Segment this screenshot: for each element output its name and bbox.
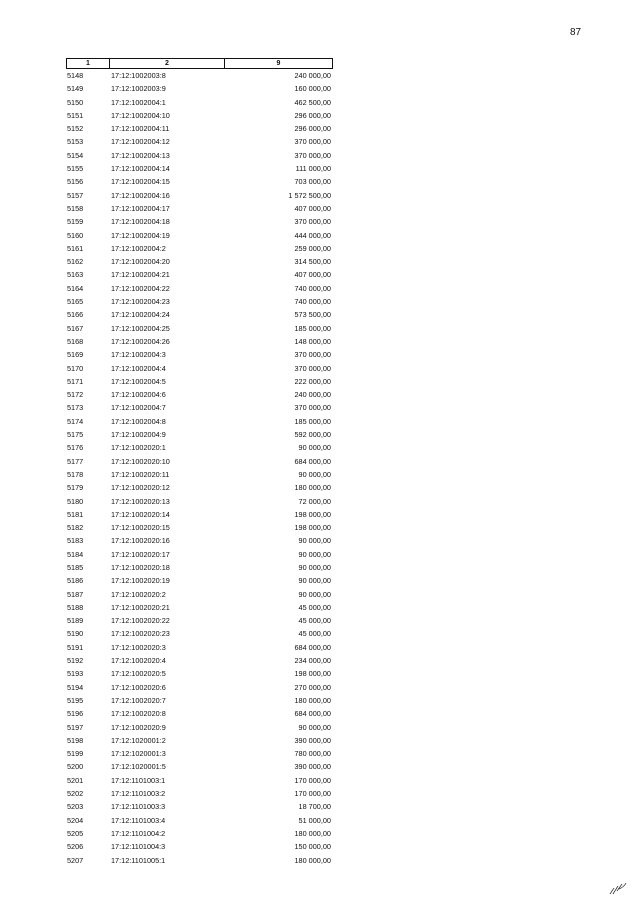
value-amount: 370 000,00 bbox=[294, 403, 331, 413]
cadastral-number: 17:12:1002004:15 bbox=[111, 177, 170, 187]
cadastral-number: 17:12:1002020:10 bbox=[111, 456, 170, 466]
table-row bbox=[66, 149, 333, 162]
table-row bbox=[66, 521, 333, 534]
table-row bbox=[66, 495, 333, 508]
row-number: 5174 bbox=[67, 416, 84, 426]
cadastral-number: 17:12:1002004:11 bbox=[111, 124, 170, 134]
row-number: 5166 bbox=[67, 310, 84, 320]
row-number: 5162 bbox=[67, 257, 84, 267]
value-amount: 160 000,00 bbox=[294, 84, 331, 94]
table-row bbox=[66, 401, 333, 414]
row-number: 5192 bbox=[67, 656, 84, 666]
row-number: 5206 bbox=[67, 842, 84, 852]
table-row bbox=[66, 667, 333, 680]
column-header-2: 2 bbox=[110, 59, 225, 68]
table-row bbox=[66, 588, 333, 601]
row-number: 5190 bbox=[67, 629, 84, 639]
row-number: 5191 bbox=[67, 642, 84, 652]
cadastral-number: 17:12:1002004:6 bbox=[111, 390, 166, 400]
table-row bbox=[66, 322, 333, 335]
cadastral-number: 17:12:1002020:21 bbox=[111, 602, 170, 612]
cadastral-number: 17:12:1002020:7 bbox=[111, 695, 166, 705]
cadastral-number: 17:12:1002004:5 bbox=[111, 376, 166, 386]
cadastral-number: 17:12:1002004:2 bbox=[111, 243, 166, 253]
value-amount: 111 000,00 bbox=[295, 164, 331, 174]
row-number: 5188 bbox=[67, 602, 84, 612]
row-number: 5186 bbox=[67, 576, 84, 586]
cadastral-number: 17:12:1002020:23 bbox=[111, 629, 170, 639]
row-number: 5198 bbox=[67, 735, 84, 745]
value-amount: 170 000,00 bbox=[294, 775, 331, 785]
table-row bbox=[66, 548, 333, 561]
value-amount: 180 000,00 bbox=[294, 695, 331, 705]
value-amount: 170 000,00 bbox=[294, 789, 331, 799]
row-number: 5176 bbox=[67, 443, 84, 453]
table-row bbox=[66, 760, 333, 773]
table-row bbox=[66, 242, 333, 255]
table-row bbox=[66, 202, 333, 215]
cadastral-number: 17:12:1002004:16 bbox=[111, 190, 170, 200]
table-row bbox=[66, 561, 333, 574]
value-amount: 703 000,00 bbox=[294, 177, 331, 187]
row-number: 5203 bbox=[67, 802, 84, 812]
cadastral-number: 17:12:1020001:5 bbox=[111, 762, 166, 772]
cadastral-number: 17:12:1002003:8 bbox=[111, 71, 166, 80]
row-number: 5156 bbox=[67, 177, 84, 187]
value-amount: 370 000,00 bbox=[294, 137, 331, 147]
table-row bbox=[66, 268, 333, 281]
cadastral-number: 17:12:1002004:26 bbox=[111, 336, 170, 346]
table-row bbox=[66, 215, 333, 228]
value-amount: 180 000,00 bbox=[294, 828, 331, 838]
value-amount: 90 000,00 bbox=[298, 536, 331, 546]
table-row bbox=[66, 335, 333, 348]
table-row bbox=[66, 175, 333, 188]
table-row bbox=[66, 854, 333, 867]
value-amount: 370 000,00 bbox=[294, 217, 331, 227]
row-number: 5202 bbox=[67, 789, 84, 799]
cadastral-number: 17:12:1002004:3 bbox=[111, 350, 166, 360]
cadastral-number: 17:12:1002004:24 bbox=[111, 310, 170, 320]
page-number: 87 bbox=[570, 27, 582, 38]
value-amount: 462 500,00 bbox=[294, 97, 331, 107]
row-number: 5170 bbox=[67, 363, 84, 373]
value-amount: 573 500,00 bbox=[294, 310, 331, 320]
table-row bbox=[66, 96, 333, 109]
table-header bbox=[66, 58, 333, 69]
row-number: 5160 bbox=[67, 230, 84, 240]
row-number: 5157 bbox=[67, 190, 84, 200]
row-number: 5204 bbox=[67, 815, 84, 825]
value-amount: 684 000,00 bbox=[294, 709, 331, 719]
row-number: 5169 bbox=[67, 350, 84, 360]
table-row bbox=[66, 415, 333, 428]
value-amount: 185 000,00 bbox=[294, 323, 331, 333]
cadastral-number: 17:12:1002020:19 bbox=[111, 576, 170, 586]
cadastral-number: 17:12:1002004:21 bbox=[111, 270, 170, 280]
value-amount: 198 000,00 bbox=[294, 509, 331, 519]
value-amount: 90 000,00 bbox=[298, 562, 331, 572]
row-number: 5175 bbox=[67, 430, 84, 440]
value-amount: 18 700,00 bbox=[298, 802, 331, 812]
value-amount: 407 000,00 bbox=[294, 203, 331, 213]
cadastral-number: 17:12:1002020:5 bbox=[111, 669, 166, 679]
value-amount: 90 000,00 bbox=[298, 589, 331, 599]
row-number: 5179 bbox=[67, 483, 84, 493]
row-number: 5167 bbox=[67, 323, 84, 333]
value-amount: 407 000,00 bbox=[294, 270, 331, 280]
table-row bbox=[66, 189, 333, 202]
value-amount: 370 000,00 bbox=[294, 363, 331, 373]
cadastral-number: 17:12:1002020:6 bbox=[111, 682, 166, 692]
row-number: 5173 bbox=[67, 403, 84, 413]
cadastral-number: 17:12:1002004:22 bbox=[111, 283, 170, 293]
value-amount: 72 000,00 bbox=[298, 496, 331, 506]
row-number: 5183 bbox=[67, 536, 84, 546]
row-number: 5197 bbox=[67, 722, 84, 732]
table-row bbox=[66, 627, 333, 640]
row-number: 5150 bbox=[67, 97, 84, 107]
row-number: 5153 bbox=[67, 137, 84, 147]
value-amount: 90 000,00 bbox=[298, 443, 331, 453]
cadastral-number: 17:12:1020001:3 bbox=[111, 749, 166, 759]
value-amount: 370 000,00 bbox=[294, 350, 331, 360]
cadastral-number: 17:12:1002004:23 bbox=[111, 297, 170, 307]
value-amount: 45 000,00 bbox=[298, 629, 331, 639]
table-row bbox=[66, 455, 333, 468]
row-number: 5180 bbox=[67, 496, 84, 506]
table-row bbox=[66, 135, 333, 148]
value-amount: 240 000,00 bbox=[294, 390, 331, 400]
table-row bbox=[66, 787, 333, 800]
value-amount: 1 572 500,00 bbox=[288, 190, 331, 200]
value-amount: 684 000,00 bbox=[294, 642, 331, 652]
row-number: 5196 bbox=[67, 709, 84, 719]
row-number: 5178 bbox=[67, 469, 84, 479]
row-number: 5181 bbox=[67, 509, 84, 519]
cadastral-number: 17:12:1002004:4 bbox=[111, 363, 166, 373]
cadastral-number: 17:12:1002020:18 bbox=[111, 562, 170, 572]
value-amount: 45 000,00 bbox=[298, 602, 331, 612]
row-number: 5159 bbox=[67, 217, 84, 227]
cadastral-number: 17:12:1002004:25 bbox=[111, 323, 170, 333]
cadastral-number: 17:12:1002020:16 bbox=[111, 536, 170, 546]
value-amount: 390 000,00 bbox=[294, 735, 331, 745]
table-row bbox=[66, 641, 333, 654]
table-row bbox=[66, 774, 333, 787]
row-number: 5148 bbox=[67, 71, 84, 80]
row-number: 5161 bbox=[67, 243, 84, 253]
cadastral-number: 17:12:1002020:14 bbox=[111, 509, 170, 519]
table-row bbox=[66, 654, 333, 667]
cadastral-number: 17:12:1002020:22 bbox=[111, 616, 170, 626]
cadastral-number: 17:12:1002020:17 bbox=[111, 549, 170, 559]
value-amount: 314 500,00 bbox=[294, 257, 331, 267]
value-amount: 684 000,00 bbox=[294, 456, 331, 466]
cadastral-number: 17:12:1002004:7 bbox=[111, 403, 166, 413]
table-row bbox=[66, 694, 333, 707]
cadastral-number: 17:12:1002020:13 bbox=[111, 496, 170, 506]
cadastral-number: 17:12:1002004:8 bbox=[111, 416, 166, 426]
signature-mark bbox=[608, 880, 628, 896]
cadastral-number: 17:12:1002020:4 bbox=[111, 656, 166, 666]
table-row bbox=[66, 82, 333, 95]
cadastral-number: 17:12:1002004:17 bbox=[111, 203, 170, 213]
cadastral-number: 17:12:1002020:8 bbox=[111, 709, 166, 719]
row-number: 5168 bbox=[67, 336, 84, 346]
row-number: 5193 bbox=[67, 669, 84, 679]
cadastral-number: 17:12:1002020:11 bbox=[111, 469, 170, 479]
cadastral-number: 17:12:1101004:2 bbox=[111, 828, 166, 838]
value-amount: 296 000,00 bbox=[294, 124, 331, 134]
value-amount: 148 000,00 bbox=[294, 336, 331, 346]
row-number: 5149 bbox=[67, 84, 84, 94]
table-row bbox=[66, 441, 333, 454]
value-amount: 592 000,00 bbox=[294, 430, 331, 440]
table-row bbox=[66, 747, 333, 760]
table-row bbox=[66, 574, 333, 587]
value-amount: 234 000,00 bbox=[294, 656, 331, 666]
table-row bbox=[66, 800, 333, 813]
cadastral-number: 17:12:1101005:1 bbox=[111, 855, 166, 865]
cadastral-number: 17:12:1002004:12 bbox=[111, 137, 170, 147]
row-number: 5171 bbox=[67, 376, 84, 386]
table-row bbox=[66, 162, 333, 175]
row-number: 5184 bbox=[67, 549, 84, 559]
cadastral-number: 17:12:1002020:2 bbox=[111, 589, 166, 599]
row-number: 5152 bbox=[67, 124, 84, 134]
value-amount: 370 000,00 bbox=[294, 150, 331, 160]
table-row bbox=[66, 122, 333, 135]
cadastral-number: 17:12:1101003:4 bbox=[111, 815, 166, 825]
value-amount: 270 000,00 bbox=[294, 682, 331, 692]
table-row bbox=[66, 481, 333, 494]
cadastral-number: 17:12:1002003:9 bbox=[111, 84, 166, 94]
value-amount: 240 000,00 bbox=[294, 71, 331, 80]
table-row bbox=[66, 614, 333, 627]
column-header-1: 1 bbox=[67, 59, 110, 68]
cadastral-number: 17:12:1002004:14 bbox=[111, 164, 170, 174]
table-row bbox=[66, 388, 333, 401]
value-amount: 90 000,00 bbox=[298, 722, 331, 732]
row-number: 5164 bbox=[67, 283, 84, 293]
table-row bbox=[66, 428, 333, 441]
cadastral-number: 17:12:1002020:3 bbox=[111, 642, 166, 652]
row-number: 5205 bbox=[67, 828, 84, 838]
row-number: 5151 bbox=[67, 110, 84, 120]
cadastral-number: 17:12:1002020:1 bbox=[111, 443, 166, 453]
cadastral-number: 17:12:1101004:3 bbox=[111, 842, 166, 852]
cadastral-number: 17:12:1002004:19 bbox=[111, 230, 170, 240]
row-number: 5207 bbox=[67, 855, 84, 865]
cadastral-number: 17:12:1002004:9 bbox=[111, 430, 166, 440]
row-number: 5201 bbox=[67, 775, 84, 785]
cadastral-number: 17:12:1020001:2 bbox=[111, 735, 166, 745]
table-row bbox=[66, 295, 333, 308]
value-amount: 90 000,00 bbox=[298, 576, 331, 586]
table-row bbox=[66, 721, 333, 734]
cadastral-number: 17:12:1002004:18 bbox=[111, 217, 170, 227]
table-row bbox=[66, 109, 333, 122]
cadastral-number: 17:12:1002020:15 bbox=[111, 523, 170, 533]
cadastral-number: 17:12:1002004:1 bbox=[111, 97, 166, 107]
value-amount: 45 000,00 bbox=[298, 616, 331, 626]
cadastral-number: 17:12:1101003:1 bbox=[111, 775, 166, 785]
table-row bbox=[66, 468, 333, 481]
value-amount: 390 000,00 bbox=[294, 762, 331, 772]
value-amount: 150 000,00 bbox=[294, 842, 331, 852]
value-amount: 444 000,00 bbox=[294, 230, 331, 240]
value-amount: 51 000,00 bbox=[298, 815, 331, 825]
row-number: 5165 bbox=[67, 297, 84, 307]
table-row bbox=[66, 69, 333, 82]
row-number: 5158 bbox=[67, 203, 84, 213]
cadastral-number: 17:12:1002004:13 bbox=[111, 150, 170, 160]
value-amount: 198 000,00 bbox=[294, 669, 331, 679]
table-row bbox=[66, 255, 333, 268]
table-row bbox=[66, 734, 333, 747]
row-number: 5195 bbox=[67, 695, 84, 705]
value-amount: 780 000,00 bbox=[294, 749, 331, 759]
cadastral-number: 17:12:1101003:2 bbox=[111, 789, 166, 799]
row-number: 5194 bbox=[67, 682, 84, 692]
cadastral-number: 17:12:1002004:20 bbox=[111, 257, 170, 267]
table-row bbox=[66, 681, 333, 694]
value-amount: 185 000,00 bbox=[294, 416, 331, 426]
table-row bbox=[66, 534, 333, 547]
table-row bbox=[66, 827, 333, 840]
value-amount: 90 000,00 bbox=[298, 469, 331, 479]
row-number: 5155 bbox=[67, 164, 84, 174]
row-number: 5154 bbox=[67, 150, 84, 160]
value-amount: 740 000,00 bbox=[294, 297, 331, 307]
row-number: 5199 bbox=[67, 749, 84, 759]
table-row bbox=[66, 362, 333, 375]
value-amount: 90 000,00 bbox=[298, 549, 331, 559]
table-row bbox=[66, 229, 333, 242]
cadastral-number: 17:12:1002004:10 bbox=[111, 110, 170, 120]
row-number: 5182 bbox=[67, 523, 84, 533]
table-row bbox=[66, 840, 333, 853]
value-amount: 180 000,00 bbox=[294, 855, 331, 865]
row-number: 5177 bbox=[67, 456, 84, 466]
value-amount: 740 000,00 bbox=[294, 283, 331, 293]
cadastral-number: 17:12:1002020:9 bbox=[111, 722, 166, 732]
row-number: 5200 bbox=[67, 762, 84, 772]
column-header-9: 9 bbox=[276, 60, 281, 67]
value-amount: 222 000,00 bbox=[294, 376, 331, 386]
cadastral-number: 17:12:1101003:3 bbox=[111, 802, 166, 812]
value-amount: 259 000,00 bbox=[294, 243, 331, 253]
table-row bbox=[66, 601, 333, 614]
value-amount: 296 000,00 bbox=[294, 110, 331, 120]
value-amount: 198 000,00 bbox=[294, 523, 331, 533]
row-number: 5172 bbox=[67, 390, 84, 400]
cadastral-number: 17:12:1002020:12 bbox=[111, 483, 170, 493]
table-row bbox=[66, 375, 333, 388]
table-body bbox=[66, 69, 333, 867]
table-row bbox=[66, 348, 333, 361]
table-row bbox=[66, 508, 333, 521]
row-number: 5189 bbox=[67, 616, 84, 626]
table-row bbox=[66, 282, 333, 295]
row-number: 5163 bbox=[67, 270, 84, 280]
value-amount: 180 000,00 bbox=[294, 483, 331, 493]
table-row bbox=[66, 707, 333, 720]
row-number: 5185 bbox=[67, 562, 84, 572]
table-row bbox=[66, 814, 333, 827]
table-row bbox=[66, 308, 333, 321]
data-table bbox=[66, 58, 333, 867]
row-number: 5187 bbox=[67, 589, 84, 599]
